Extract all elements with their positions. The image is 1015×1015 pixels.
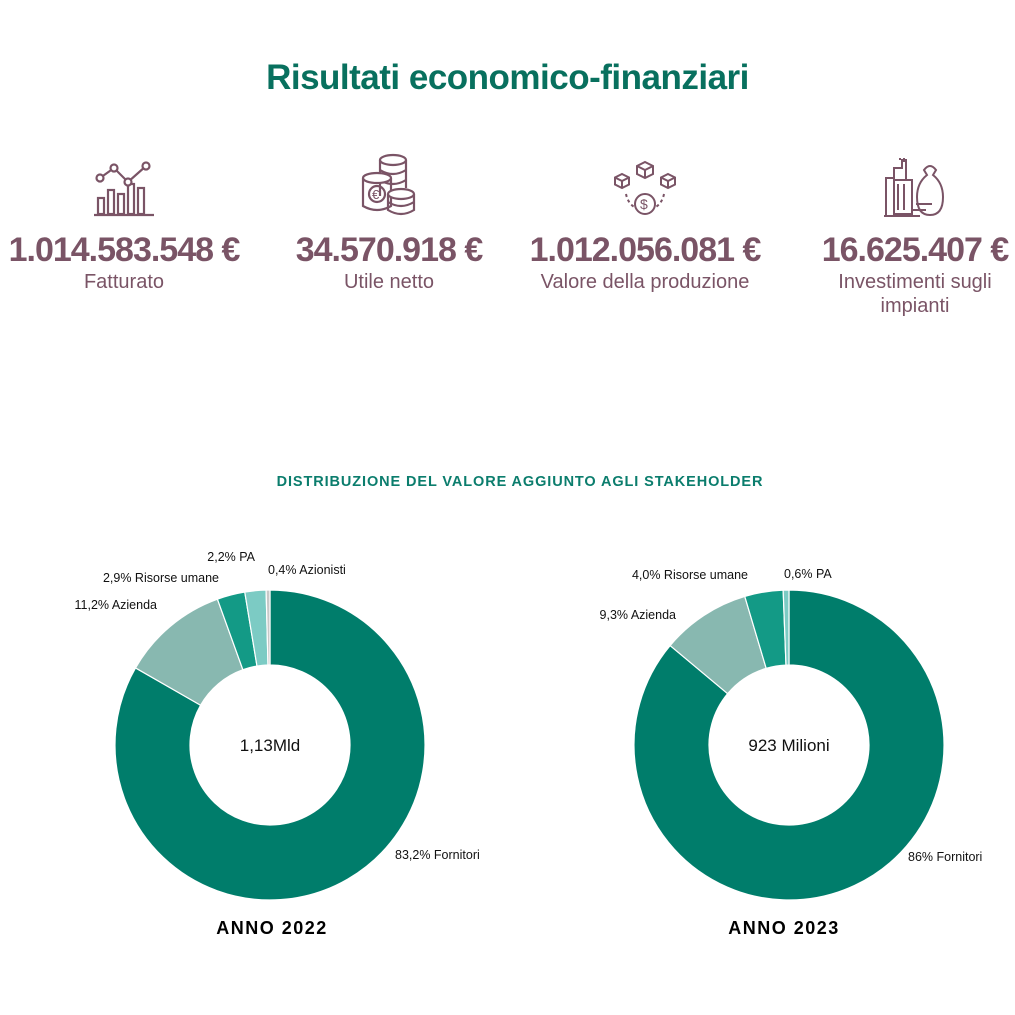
- kpi-value: 1.012.056.081 €: [529, 231, 761, 269]
- kpi-utile-netto: [259, 150, 519, 294]
- donut-svg: [20, 540, 520, 910]
- slice-label: 83,2% Fornitori: [395, 848, 480, 862]
- kpi-investimenti: [780, 150, 1015, 318]
- donut-center-label: 1,13Mld: [239, 736, 301, 755]
- slice-label: 86% Fornitori: [908, 850, 983, 864]
- donut-svg: [520, 540, 1015, 910]
- slice-label: 0,4% Azionisti: [268, 563, 346, 577]
- year-label-2022: ANNO 2022: [216, 918, 328, 938]
- slice-label: 11,2% Azienda: [74, 598, 157, 612]
- donut-chart-2022: [20, 540, 520, 910]
- kpi-value: 16.625.407 €: [821, 231, 1009, 269]
- kpi-value: 1.014.583.548 €: [8, 231, 240, 269]
- euro-coins-icon: [259, 150, 519, 218]
- svg-text:$: $: [640, 196, 648, 212]
- factory-moneybag-icon: [780, 150, 1015, 218]
- kpi-value: 34.570.918 €: [295, 231, 483, 269]
- slice-label: 9,3% Azienda: [599, 608, 676, 622]
- kpi-valore-produzione: [515, 150, 775, 294]
- slice-label: 2,9% Risorse umane: [102, 571, 219, 585]
- donut-center-label: 923 Milioni: [748, 736, 830, 755]
- section-title: DISTRIBUZIONE DEL VALORE AGGIUNTO AGLI STAKEHOLDER: [276, 474, 764, 490]
- page-title: Risultati economico-finanziari: [266, 58, 749, 97]
- kpi-fatturato: [0, 150, 254, 294]
- bar-line-chart-icon: [0, 150, 254, 218]
- svg-text:€: €: [372, 187, 380, 202]
- kpi-label: Investimenti sugli impianti: [838, 271, 992, 317]
- year-label-2023: ANNO 2023: [728, 918, 840, 938]
- kpi-label: Utile netto: [343, 271, 435, 293]
- slice-label: 0,6% PA: [784, 567, 832, 581]
- slice-label: 4,0% Risorse umane: [631, 568, 748, 582]
- cubes-dollar-icon: [515, 150, 775, 218]
- donut-chart-2023: [520, 540, 1015, 910]
- kpi-label: Fatturato: [83, 271, 165, 293]
- slice-label: 2,2% PA: [207, 550, 255, 564]
- kpi-label: Valore della produzione: [540, 271, 750, 293]
